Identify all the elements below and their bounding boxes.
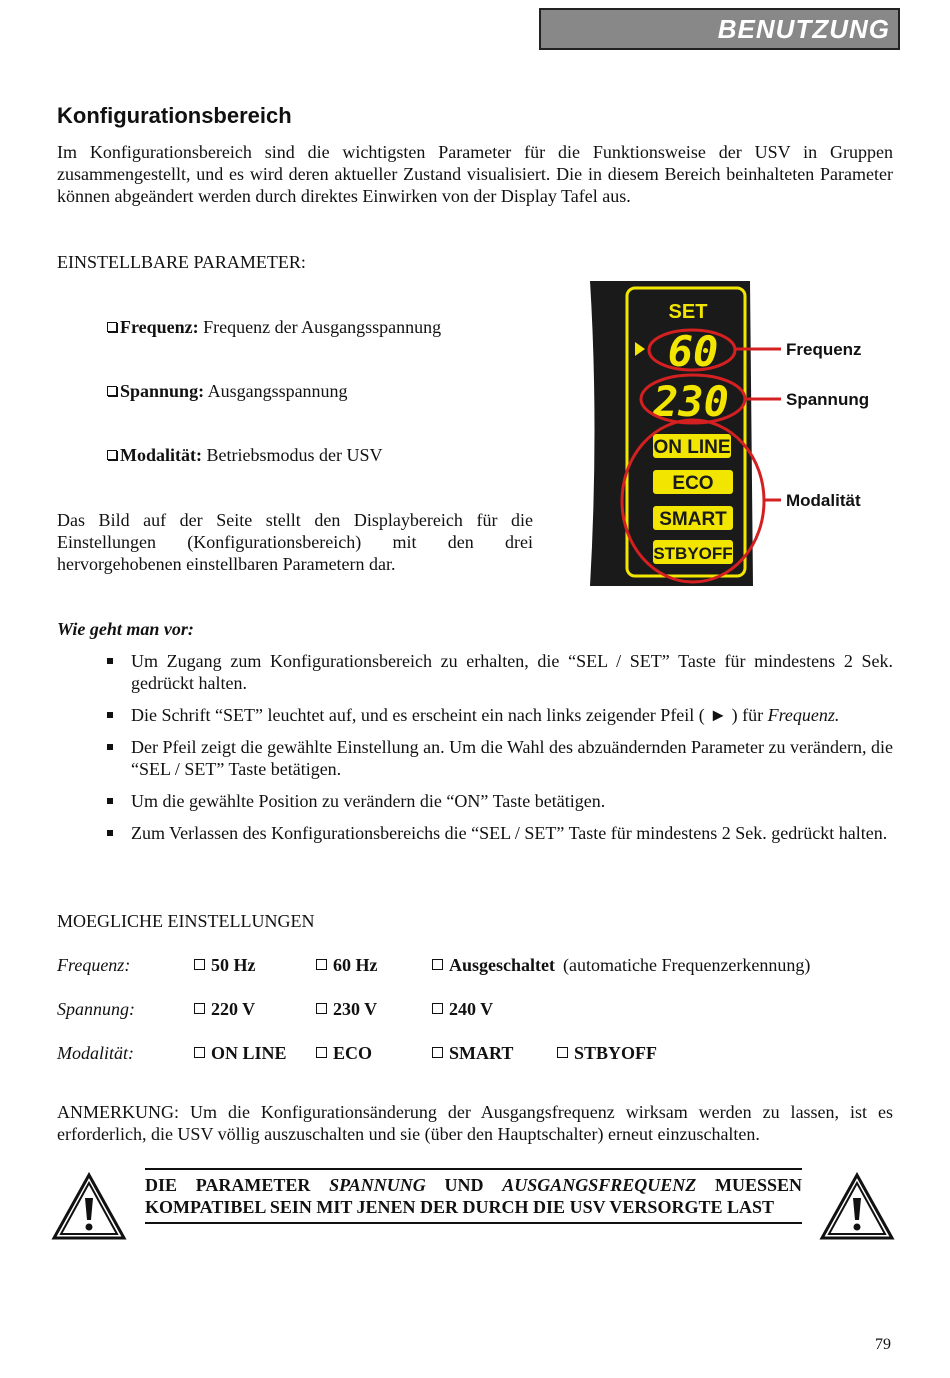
step-item: Um Zugang zum Konfigurationsbereich zu erhalten, die “SEL / SET” Taste für mindestens 2 Sek. gedrückt halten. <box>107 650 893 694</box>
svg-text:ECO: ECO <box>672 473 714 494</box>
checkbox-icon <box>194 959 205 970</box>
image-caption: Das Bild auf der Seite stellt den Displaybereich für die Einstellungen (Konfigurationsbereich) mit den drei hervorgehobenen einstellbaren Parametern dar. <box>57 510 533 574</box>
step-item: Die Schrift “SET” leuchtet auf, und es erscheint ein nach links zeigender Pfeil ( ► ) für Frequenz. <box>107 704 893 726</box>
option-220v: 220 V <box>194 999 255 1020</box>
checkbox-icon <box>107 322 117 332</box>
mode-smart-indicator <box>653 506 733 530</box>
option-stbyoff: STBYOFF <box>557 1043 657 1064</box>
option-50hz: 50 Hz <box>194 955 256 976</box>
param-spannung: Spannung: Ausgangsspannung <box>107 381 348 402</box>
howto-title: Wie geht man vor: <box>57 619 194 639</box>
checkbox-icon <box>432 1047 443 1058</box>
display-panel-illustration <box>585 278 885 590</box>
section-title: BENUTZUNG <box>717 14 890 44</box>
step-item: Der Pfeil zeigt die gewählte Einstellung an. Um die Wahl des abzuändernden Parameter zu verändern, die “SEL / SET” Taste betätigen. <box>107 736 893 780</box>
bullet-icon <box>107 798 113 804</box>
warning-icon <box>819 1172 895 1242</box>
checkbox-icon <box>316 1047 327 1058</box>
option-ausgeschaltet: Ausgeschaltet (automatiche Frequenzerkennung) <box>432 955 810 976</box>
bullet-icon <box>107 830 113 836</box>
svg-text:ON LINE: ON LINE <box>653 437 731 458</box>
options-label: Spannung: <box>57 999 135 1019</box>
options-label: Frequenz: <box>57 955 131 975</box>
bullet-icon <box>107 712 113 718</box>
frequency-value: 60 <box>667 327 719 376</box>
bullet-icon <box>107 658 113 664</box>
option-240v: 240 V <box>432 999 493 1020</box>
callout-frequenz: Frequenz <box>786 340 862 359</box>
callout-modalitaet: Modalität <box>786 491 861 510</box>
page-title: Konfigurationsbereich <box>57 103 292 128</box>
svg-text:STBYOFF: STBYOFF <box>653 544 733 563</box>
checkbox-icon <box>432 959 443 970</box>
warning-icon <box>51 1172 127 1242</box>
checkbox-icon <box>432 1003 443 1014</box>
voltage-value: 230 <box>653 377 729 426</box>
options-label: Modalität: <box>57 1043 134 1063</box>
checkbox-icon <box>316 959 327 970</box>
checkbox-icon <box>194 1003 205 1014</box>
checkbox-icon <box>316 1003 327 1014</box>
step-item: Zum Verlassen des Konfigurationsbereichs die “SEL / SET” Taste für mindestens 2 Sek. gedrückt halten. <box>107 822 893 844</box>
svg-text:SMART: SMART <box>659 509 727 530</box>
checkbox-icon <box>194 1047 205 1058</box>
option-230v: 230 V <box>316 999 377 1020</box>
set-label: SET <box>668 301 708 323</box>
callout-spannung: Spannung <box>786 390 870 409</box>
param-modalitaet: Modalität: Betriebsmodus der USV <box>107 445 382 466</box>
options-heading: MOEGLICHE EINSTELLUNGEN <box>57 911 315 931</box>
mode-stbyoff-indicator <box>653 540 733 564</box>
steps-list <box>107 650 893 854</box>
checkbox-icon <box>107 450 117 460</box>
intro-paragraph: Im Konfigurationsbereich sind die wichtigsten Parameter für die Funktionsweise der USV in Gruppen zusammengestellt, und es wird deren aktueller Zustand visualisiert. Die in diesem Bereich beinhalteten Parameter können abgeändert werden durch direktes Einwirken von der Display Tafel aus. <box>57 142 893 206</box>
option-60hz: 60 Hz <box>316 955 378 976</box>
option-eco: ECO <box>316 1043 372 1064</box>
option-online: ON LINE <box>194 1043 287 1064</box>
page-number: 79 <box>875 1336 891 1353</box>
mode-eco-indicator <box>653 470 733 494</box>
param-frequenz: Frequenz: Frequenz der Ausgangsspannung <box>107 317 441 338</box>
warning-text: DIE PARAMETER SPANNUNG UND AUSGANGSFREQUENZ MUESSEN KOMPATIBEL SEIN MIT JENEN DER DURCH DIE USV VERSORGTE LAST <box>145 1168 802 1224</box>
bullet-icon <box>107 744 113 750</box>
checkbox-icon <box>107 386 117 396</box>
settable-heading: EINSTELLBARE PARAMETER: <box>57 252 306 272</box>
checkbox-icon <box>557 1047 568 1058</box>
step-item: Um die gewählte Position zu verändern die “ON” Taste betätigen. <box>107 790 893 812</box>
mode-online-indicator <box>653 434 731 458</box>
option-smart: SMART <box>432 1043 513 1064</box>
section-header <box>539 8 900 50</box>
note-paragraph: ANMERKUNG: Um die Konfigurationsänderung der Ausgangsfrequenz wirksam werden zu lassen, ist es erforderlich, die USV völlig auszuschalten und sie (über den Hauptschalter) erneut einzuschalten. <box>57 1102 893 1144</box>
